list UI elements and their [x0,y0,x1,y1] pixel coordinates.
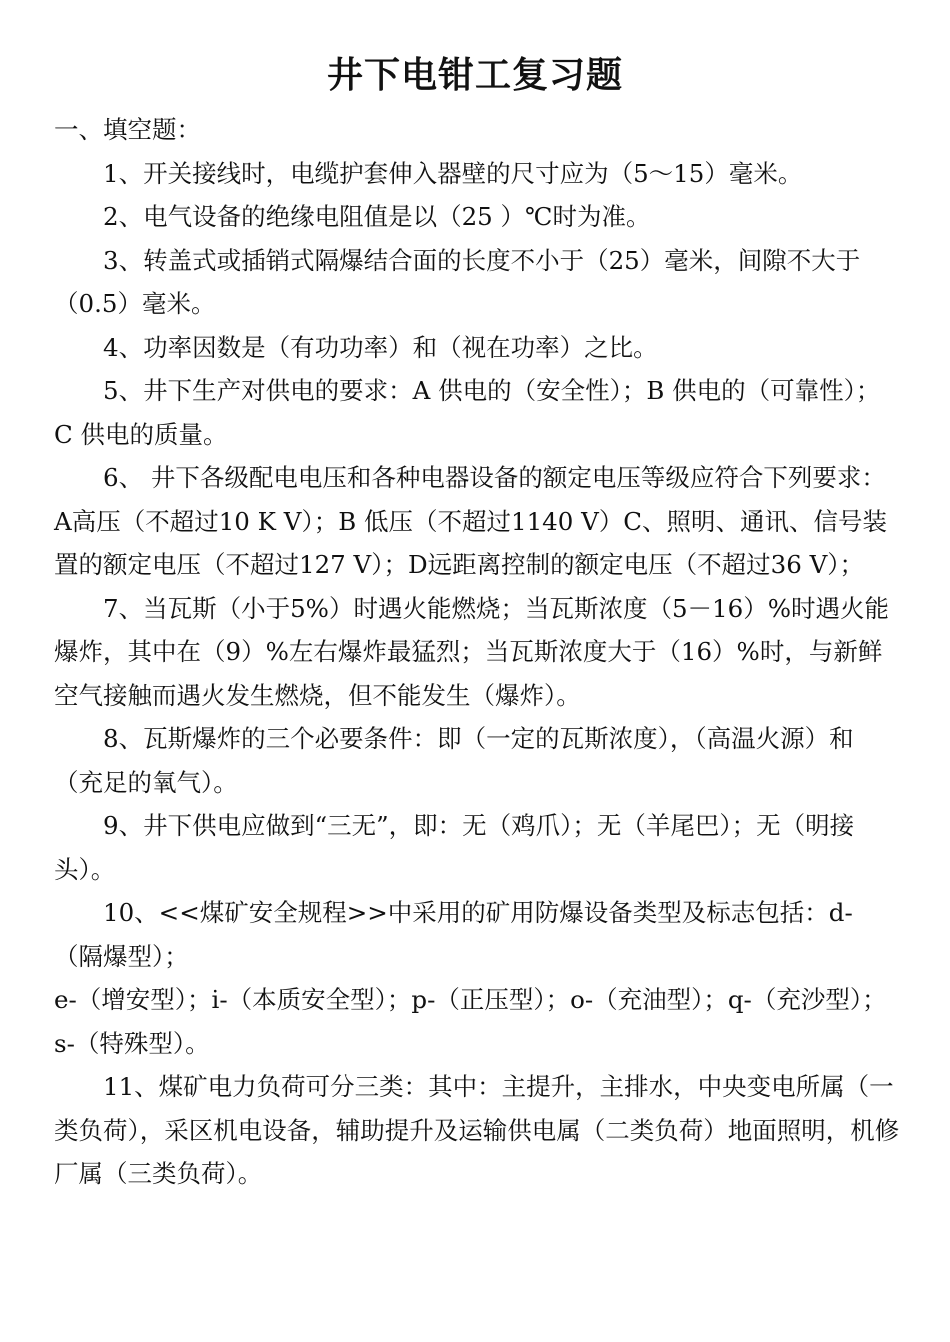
question-7: 7、当瓦斯（小于5%）时遇火能燃烧；当瓦斯浓度（5－16）%时遇火能爆炸，其中在（9）%左右爆炸最猛烈；当瓦斯浓度大于（16）%时，与新鲜空气接触而遇火发生燃烧，但不能发生（爆炸）。 [54,593,889,710]
question-10: 10、<<煤矿安全规程>>中采用的矿用防爆设备类型及标志包括：d-（隔爆型）； [54,898,853,971]
question-4: 4、功率因数是（有功功率）和（视在功率）之比。 [103,332,658,362]
question-9: 9、井下供电应做到“三无”，即：无（鸡爪）；无（羊尾巴）；无（明接头）。 [54,811,855,884]
section-heading-fill-in-blank: 一、填空题： [54,115,201,144]
question-3: 3、转盖式或插销式隔爆结合面的长度不小于（25）毫米，间隙不大于（0.5）毫米。 [54,245,861,318]
question-5: 5、井下生产对供电的要求：A 供电的（安全性）；B 供电的（可靠性）； C 供电的质量。 [54,376,881,449]
question-1: 1、开关接线时，电缆护套伸入器壁的尺寸应为（5～15）毫米。 [103,158,803,188]
question-2: 2、电气设备的绝缘电阻值是以（25 ）℃时为准。 [103,202,651,231]
question-11: 11、煤矿电力负荷可分三类：其中：主提升，主排水，中央变电所属（一类负荷），采区机电设备，辅助提升及运输供电属（二类负荷）地面照明，机修厂属（三类负荷）。 [54,1072,900,1188]
question-8: 8、瓦斯爆炸的三个必要条件：即（一定的瓦斯浓度），（高温火源）和（充足的氧气）。 [54,724,854,797]
question-10-continuation: e-（增安型）；i-（本质安全型）；p-（正压型）；o-（充油型）；q-（充沙型）；s-（特殊型）。 [54,985,887,1058]
document-body [54,108,900,1196]
document-title: 井下电钳工复习题 [326,55,623,96]
question-6: 6、 井下各级配电电压和各种电器设备的额定电压等级应符合下列要求： A高压（不超过10 K V）；B 低压（不超过1140 V）C、照明、通讯、信号装置的额定电压（不超过127 V）；D远距离控制的额定电压（不超过36 V）； [54,463,888,579]
